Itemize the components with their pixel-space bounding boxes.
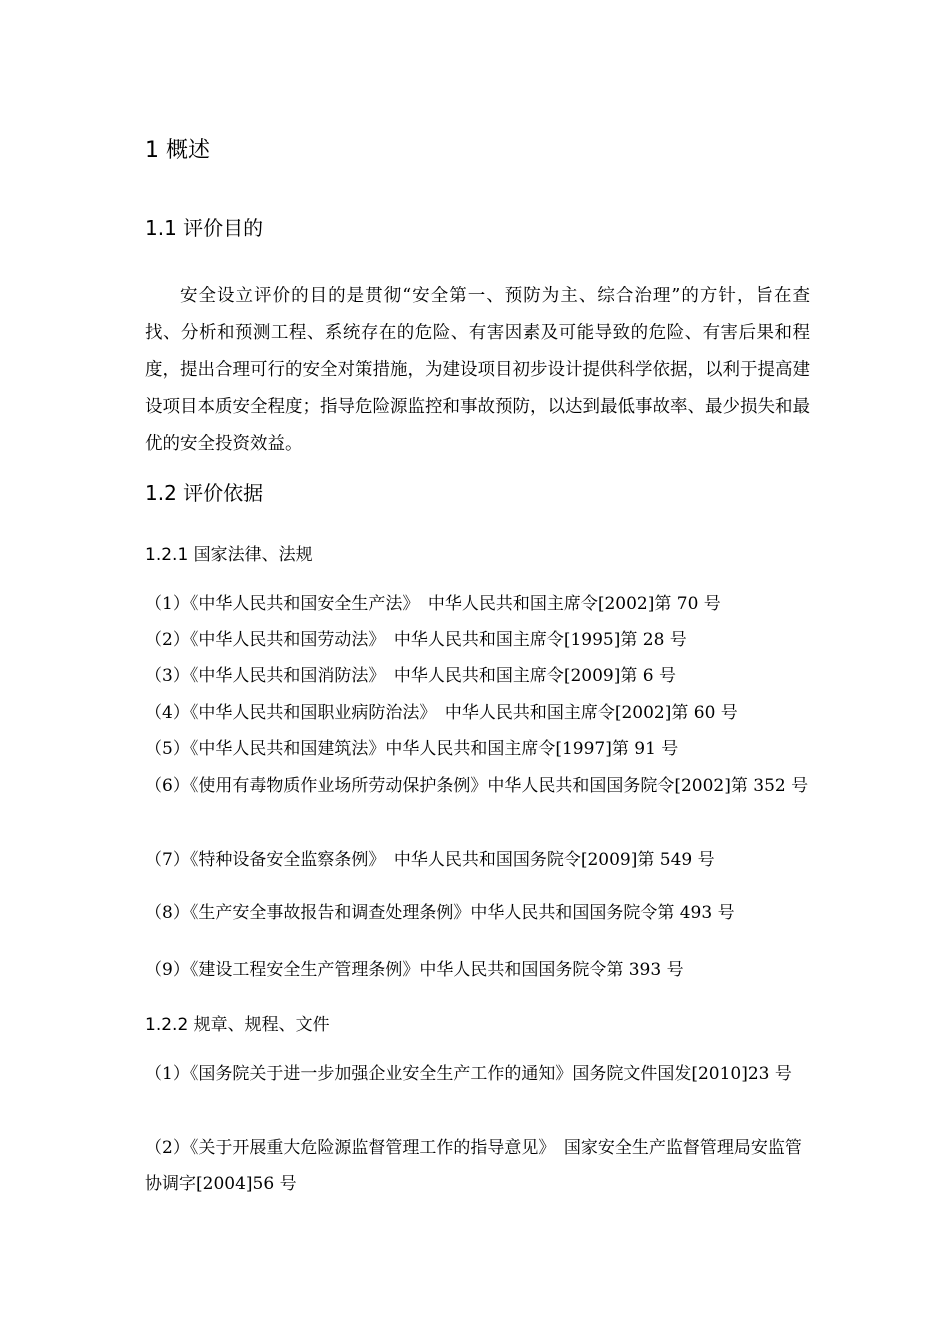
law-item-7: （7）《特种设备安全监察条例》 中华人民共和国国务院令[2009]第 549 号 bbox=[145, 850, 715, 870]
section-1-1-paragraph: 安全设立评价的目的是贯彻“安全第一、预防为主、综合治理”的方针，旨在查找、分析和预测工程、系统存在的危险、有害因素及可能导致的危险、有害后果和程度，提出合理可行的安全对策措施，为建设项目初步设计提供科学依据，以利于提高建设项目本质安全程度；指导危险源监控和事故预防，以达到最低事故率、最少损失和最优的安全投资效益。 bbox=[145, 286, 810, 454]
law-item-5: （5）《中华人民共和国建筑法》中华人民共和国主席令[1997]第 91 号 bbox=[145, 739, 679, 759]
law-item-4: （4）《中华人民共和国职业病防治法》 中华人民共和国主席令[2002]第 60 号 bbox=[145, 703, 738, 723]
section-1-1-heading: 1.1 评价目的 bbox=[145, 216, 264, 240]
law-item-6: （6）《使用有毒物质作业场所劳动保护条例》中华人民共和国国务院令[2002]第 352 号 bbox=[145, 776, 809, 796]
section-1-2-heading: 1.2 评价依据 bbox=[145, 481, 264, 505]
law-item-8: （8）《生产安全事故报告和调查处理条例》中华人民共和国国务院令第 493 号 bbox=[145, 903, 735, 923]
section-1-2-2-heading: 1.2.2 规章、规程、文件 bbox=[145, 1015, 330, 1035]
rule-item-1: （1）《国务院关于进一步加强企业安全生产工作的通知》国务院文件国发[2010]23 号 bbox=[145, 1064, 792, 1084]
law-item-3: （3）《中华人民共和国消防法》 中华人民共和国主席令[2009]第 6 号 bbox=[145, 666, 676, 686]
law-item-1: （1）《中华人民共和国安全生产法》 中华人民共和国主席令[2002]第 70 号 bbox=[145, 594, 721, 614]
law-item-9: （9）《建设工程安全生产管理条例》中华人民共和国国务院令第 393 号 bbox=[145, 960, 684, 980]
rule-item-2: （2）《关于开展重大危险源监督管理工作的指导意见》 国家安全生产监督管理局安监管协调字[2004]56 号 bbox=[145, 1138, 802, 1194]
section-1-2-1-heading: 1.2.1 国家法律、法规 bbox=[145, 545, 313, 565]
law-item-2: （2）《中华人民共和国劳动法》 中华人民共和国主席令[1995]第 28 号 bbox=[145, 630, 687, 650]
chapter-title: 1 概述 bbox=[145, 138, 210, 163]
